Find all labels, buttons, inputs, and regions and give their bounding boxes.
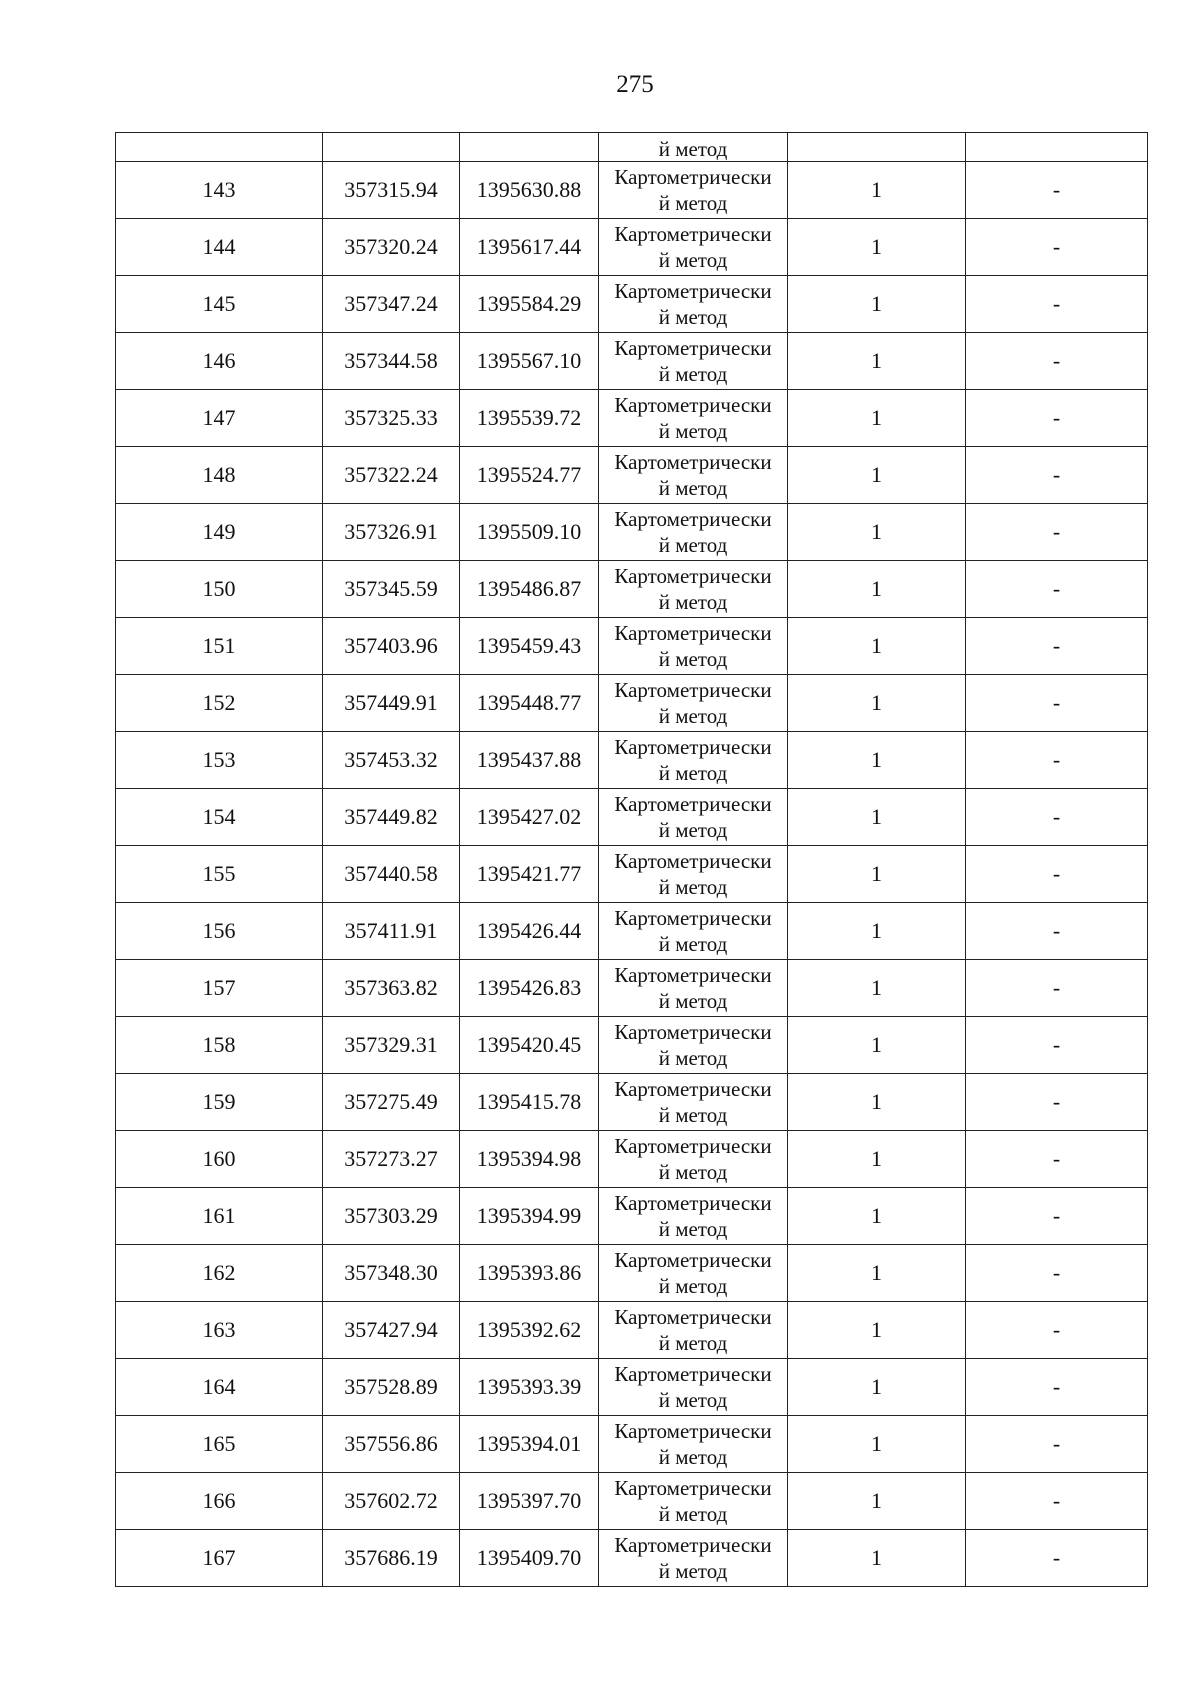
accuracy-cell: 1 bbox=[788, 1188, 966, 1245]
method-line-2: й метод bbox=[658, 875, 728, 899]
note-cell: - bbox=[966, 789, 1148, 846]
y-coordinate-cell: 1395394.99 bbox=[460, 1188, 599, 1245]
method-line-2: й метод bbox=[658, 419, 728, 443]
x-coordinate-cell: 357556.86 bbox=[323, 1416, 460, 1473]
table-row bbox=[116, 732, 1148, 789]
table-row bbox=[116, 276, 1148, 333]
method-cell bbox=[599, 390, 788, 447]
empty-cell bbox=[788, 133, 966, 162]
point-number-cell: 148 bbox=[116, 447, 323, 504]
method-line-2: й метод bbox=[658, 932, 728, 956]
note-cell: - bbox=[966, 1302, 1148, 1359]
method-line-2: й метод bbox=[658, 1217, 728, 1241]
y-coordinate-cell: 1395486.87 bbox=[460, 561, 599, 618]
method-cell bbox=[599, 732, 788, 789]
y-coordinate-cell: 1395617.44 bbox=[460, 219, 599, 276]
accuracy-cell: 1 bbox=[788, 1416, 966, 1473]
method-line-1: Картометрически bbox=[614, 336, 772, 360]
y-coordinate-cell: 1395509.10 bbox=[460, 504, 599, 561]
method-cell bbox=[599, 1017, 788, 1074]
method-line-1: Картометрически bbox=[614, 1191, 772, 1215]
note-cell: - bbox=[966, 276, 1148, 333]
point-number-cell: 147 bbox=[116, 390, 323, 447]
point-number-cell: 145 bbox=[116, 276, 323, 333]
method-line-1: Картометрически bbox=[614, 1305, 772, 1329]
table-row bbox=[116, 390, 1148, 447]
method-line-1: Картометрически bbox=[614, 1077, 772, 1101]
method-line-2: й метод bbox=[658, 248, 728, 272]
note-cell: - bbox=[966, 1131, 1148, 1188]
point-number-cell: 153 bbox=[116, 732, 323, 789]
table-row bbox=[116, 903, 1148, 960]
accuracy-cell: 1 bbox=[788, 504, 966, 561]
accuracy-cell: 1 bbox=[788, 1074, 966, 1131]
note-cell: - bbox=[966, 333, 1148, 390]
point-number-cell: 149 bbox=[116, 504, 323, 561]
y-coordinate-cell: 1395539.72 bbox=[460, 390, 599, 447]
note-cell: - bbox=[966, 1416, 1148, 1473]
note-cell: - bbox=[966, 1188, 1148, 1245]
note-cell: - bbox=[966, 1074, 1148, 1131]
method-cell: й метод bbox=[599, 133, 788, 162]
x-coordinate-cell: 357275.49 bbox=[323, 1074, 460, 1131]
note-cell: - bbox=[966, 846, 1148, 903]
method-cell bbox=[599, 675, 788, 732]
accuracy-cell: 1 bbox=[788, 162, 966, 219]
accuracy-cell: 1 bbox=[788, 675, 966, 732]
x-coordinate-cell: 357348.30 bbox=[323, 1245, 460, 1302]
method-line-1: Картометрически bbox=[614, 1533, 772, 1557]
table-row bbox=[116, 1188, 1148, 1245]
y-coordinate-cell: 1395415.78 bbox=[460, 1074, 599, 1131]
y-coordinate-cell: 1395393.86 bbox=[460, 1245, 599, 1302]
method-line-2: й метод bbox=[658, 1046, 728, 1070]
note-cell: - bbox=[966, 561, 1148, 618]
x-coordinate-cell: 357427.94 bbox=[323, 1302, 460, 1359]
method-cell bbox=[599, 1188, 788, 1245]
accuracy-cell: 1 bbox=[788, 618, 966, 675]
method-line-2: й метод bbox=[658, 647, 728, 671]
x-coordinate-cell: 357449.91 bbox=[323, 675, 460, 732]
method-line-2: й метод bbox=[658, 1331, 728, 1355]
empty-cell bbox=[966, 133, 1148, 162]
point-number-cell: 161 bbox=[116, 1188, 323, 1245]
point-number-cell: 146 bbox=[116, 333, 323, 390]
note-cell: - bbox=[966, 903, 1148, 960]
point-number-cell: 154 bbox=[116, 789, 323, 846]
method-line-1: Картометрически bbox=[614, 792, 772, 816]
x-coordinate-cell: 357344.58 bbox=[323, 333, 460, 390]
y-coordinate-cell: 1395394.98 bbox=[460, 1131, 599, 1188]
point-number-cell: 152 bbox=[116, 675, 323, 732]
point-number-cell: 143 bbox=[116, 162, 323, 219]
method-cell bbox=[599, 960, 788, 1017]
method-line-2: й метод bbox=[658, 1274, 728, 1298]
method-line-2: й метод bbox=[658, 305, 728, 329]
y-coordinate-cell: 1395584.29 bbox=[460, 276, 599, 333]
table-row bbox=[116, 1302, 1148, 1359]
accuracy-cell: 1 bbox=[788, 390, 966, 447]
method-cell bbox=[599, 1131, 788, 1188]
coordinates-table bbox=[115, 132, 1148, 1587]
point-number-cell: 155 bbox=[116, 846, 323, 903]
accuracy-cell: 1 bbox=[788, 1131, 966, 1188]
note-cell: - bbox=[966, 390, 1148, 447]
method-line-1: Картометрически bbox=[614, 735, 772, 759]
table-row bbox=[116, 789, 1148, 846]
table-row bbox=[116, 960, 1148, 1017]
accuracy-cell: 1 bbox=[788, 1473, 966, 1530]
y-coordinate-cell: 1395394.01 bbox=[460, 1416, 599, 1473]
method-cell bbox=[599, 1074, 788, 1131]
method-cell bbox=[599, 1245, 788, 1302]
method-line-2: й метод bbox=[658, 590, 728, 614]
x-coordinate-cell: 357315.94 bbox=[323, 162, 460, 219]
x-coordinate-cell: 357449.82 bbox=[323, 789, 460, 846]
method-cell bbox=[599, 333, 788, 390]
table-row bbox=[116, 1416, 1148, 1473]
x-coordinate-cell: 357325.33 bbox=[323, 390, 460, 447]
empty-cell bbox=[323, 133, 460, 162]
x-coordinate-cell: 357347.24 bbox=[323, 276, 460, 333]
y-coordinate-cell: 1395426.83 bbox=[460, 960, 599, 1017]
y-coordinate-cell: 1395437.88 bbox=[460, 732, 599, 789]
method-line-1: Картометрически bbox=[614, 279, 772, 303]
accuracy-cell: 1 bbox=[788, 333, 966, 390]
y-coordinate-cell: 1395420.45 bbox=[460, 1017, 599, 1074]
method-cell bbox=[599, 1302, 788, 1359]
method-line-2: й метод bbox=[658, 1559, 728, 1583]
x-coordinate-cell: 357363.82 bbox=[323, 960, 460, 1017]
method-cell bbox=[599, 447, 788, 504]
method-line-1: Картометрически bbox=[614, 1362, 772, 1386]
note-cell: - bbox=[966, 960, 1148, 1017]
note-cell: - bbox=[966, 447, 1148, 504]
method-cell bbox=[599, 276, 788, 333]
method-cell bbox=[599, 504, 788, 561]
method-line-2: й метод bbox=[658, 1388, 728, 1412]
coordinates-table-body bbox=[116, 133, 1148, 1587]
point-number-cell: 159 bbox=[116, 1074, 323, 1131]
table-row bbox=[116, 846, 1148, 903]
table-row bbox=[116, 1131, 1148, 1188]
accuracy-cell: 1 bbox=[788, 789, 966, 846]
x-coordinate-cell: 357440.58 bbox=[323, 846, 460, 903]
x-coordinate-cell: 357345.59 bbox=[323, 561, 460, 618]
method-line-1: Картометрически bbox=[614, 678, 772, 702]
accuracy-cell: 1 bbox=[788, 846, 966, 903]
x-coordinate-cell: 357322.24 bbox=[323, 447, 460, 504]
method-line-2: й метод bbox=[658, 704, 728, 728]
x-coordinate-cell: 357403.96 bbox=[323, 618, 460, 675]
method-line-1: Картометрически bbox=[614, 849, 772, 873]
method-cell bbox=[599, 162, 788, 219]
table-row bbox=[116, 219, 1148, 276]
table-row bbox=[116, 1530, 1148, 1587]
table-row bbox=[116, 1245, 1148, 1302]
y-coordinate-cell: 1395630.88 bbox=[460, 162, 599, 219]
continuation-row bbox=[116, 133, 1148, 162]
point-number-cell: 164 bbox=[116, 1359, 323, 1416]
x-coordinate-cell: 357326.91 bbox=[323, 504, 460, 561]
point-number-cell: 165 bbox=[116, 1416, 323, 1473]
note-cell: - bbox=[966, 1359, 1148, 1416]
method-line-2: й метод bbox=[658, 191, 728, 215]
note-cell: - bbox=[966, 1530, 1148, 1587]
method-line-2: й метод bbox=[658, 476, 728, 500]
method-line-2: й метод bbox=[658, 1160, 728, 1184]
table-row bbox=[116, 1473, 1148, 1530]
y-coordinate-cell: 1395421.77 bbox=[460, 846, 599, 903]
method-cell bbox=[599, 618, 788, 675]
accuracy-cell: 1 bbox=[788, 1302, 966, 1359]
method-line-2: й метод bbox=[658, 818, 728, 842]
y-coordinate-cell: 1395392.62 bbox=[460, 1302, 599, 1359]
point-number-cell: 166 bbox=[116, 1473, 323, 1530]
note-cell: - bbox=[966, 219, 1148, 276]
accuracy-cell: 1 bbox=[788, 1245, 966, 1302]
point-number-cell: 162 bbox=[116, 1245, 323, 1302]
accuracy-cell: 1 bbox=[788, 732, 966, 789]
accuracy-cell: 1 bbox=[788, 1359, 966, 1416]
method-cell bbox=[599, 219, 788, 276]
method-line-2: й метод bbox=[658, 1502, 728, 1526]
table-row bbox=[116, 504, 1148, 561]
x-coordinate-cell: 357686.19 bbox=[323, 1530, 460, 1587]
y-coordinate-cell: 1395448.77 bbox=[460, 675, 599, 732]
x-coordinate-cell: 357602.72 bbox=[323, 1473, 460, 1530]
note-cell: - bbox=[966, 732, 1148, 789]
method-cell bbox=[599, 846, 788, 903]
table-row bbox=[116, 1359, 1148, 1416]
method-line-2: й метод bbox=[658, 989, 728, 1013]
method-line-1: Картометрически bbox=[614, 393, 772, 417]
point-number-cell: 157 bbox=[116, 960, 323, 1017]
method-cell bbox=[599, 1530, 788, 1587]
point-number-cell: 151 bbox=[116, 618, 323, 675]
y-coordinate-cell: 1395397.70 bbox=[460, 1473, 599, 1530]
note-cell: - bbox=[966, 504, 1148, 561]
method-line-2: й метод bbox=[658, 1103, 728, 1127]
method-line-1: Картометрически bbox=[614, 564, 772, 588]
note-cell: - bbox=[966, 162, 1148, 219]
accuracy-cell: 1 bbox=[788, 447, 966, 504]
method-line-1: Картометрически bbox=[614, 165, 772, 189]
method-line-1: Картометрически bbox=[614, 222, 772, 246]
method-line-2: й метод bbox=[658, 761, 728, 785]
note-cell: - bbox=[966, 618, 1148, 675]
y-coordinate-cell: 1395409.70 bbox=[460, 1530, 599, 1587]
point-number-cell: 167 bbox=[116, 1530, 323, 1587]
table-row bbox=[116, 675, 1148, 732]
accuracy-cell: 1 bbox=[788, 276, 966, 333]
point-number-cell: 163 bbox=[116, 1302, 323, 1359]
x-coordinate-cell: 357411.91 bbox=[323, 903, 460, 960]
x-coordinate-cell: 357528.89 bbox=[323, 1359, 460, 1416]
method-line-1: Картометрически bbox=[614, 1248, 772, 1272]
method-cell bbox=[599, 789, 788, 846]
x-coordinate-cell: 357329.31 bbox=[323, 1017, 460, 1074]
note-cell: - bbox=[966, 1245, 1148, 1302]
x-coordinate-cell: 357453.32 bbox=[323, 732, 460, 789]
accuracy-cell: 1 bbox=[788, 960, 966, 1017]
point-number-cell: 150 bbox=[116, 561, 323, 618]
method-cell bbox=[599, 1473, 788, 1530]
method-cell bbox=[599, 1359, 788, 1416]
method-line-1: Картометрически bbox=[614, 1134, 772, 1158]
method-line-1: Картометрически bbox=[614, 621, 772, 645]
x-coordinate-cell: 357320.24 bbox=[323, 219, 460, 276]
method-line-1: Картометрически bbox=[614, 906, 772, 930]
page-number: 275 bbox=[616, 71, 654, 98]
accuracy-cell: 1 bbox=[788, 903, 966, 960]
method-cell bbox=[599, 561, 788, 618]
method-line-2: й метод bbox=[658, 533, 728, 557]
point-number-cell: 158 bbox=[116, 1017, 323, 1074]
method-line-2: й метод bbox=[658, 1445, 728, 1469]
x-coordinate-cell: 357273.27 bbox=[323, 1131, 460, 1188]
table-row bbox=[116, 561, 1148, 618]
y-coordinate-cell: 1395459.43 bbox=[460, 618, 599, 675]
empty-cell bbox=[460, 133, 599, 162]
method-line-2: й метод bbox=[658, 362, 728, 386]
y-coordinate-cell: 1395393.39 bbox=[460, 1359, 599, 1416]
accuracy-cell: 1 bbox=[788, 1530, 966, 1587]
method-line-1: Картометрически bbox=[614, 1476, 772, 1500]
y-coordinate-cell: 1395426.44 bbox=[460, 903, 599, 960]
method-line-1: Картометрически bbox=[614, 1020, 772, 1044]
y-coordinate-cell: 1395567.10 bbox=[460, 333, 599, 390]
method-cell bbox=[599, 903, 788, 960]
table-row bbox=[116, 333, 1148, 390]
empty-cell bbox=[116, 133, 323, 162]
method-line-1: Картометрически bbox=[614, 507, 772, 531]
table-row bbox=[116, 162, 1148, 219]
note-cell: - bbox=[966, 1473, 1148, 1530]
point-number-cell: 156 bbox=[116, 903, 323, 960]
accuracy-cell: 1 bbox=[788, 1017, 966, 1074]
method-line-1: Картометрически bbox=[614, 963, 772, 987]
y-coordinate-cell: 1395524.77 bbox=[460, 447, 599, 504]
note-cell: - bbox=[966, 1017, 1148, 1074]
table-row bbox=[116, 1017, 1148, 1074]
table-row bbox=[116, 447, 1148, 504]
y-coordinate-cell: 1395427.02 bbox=[460, 789, 599, 846]
point-number-cell: 160 bbox=[116, 1131, 323, 1188]
table-row bbox=[116, 618, 1148, 675]
table-row bbox=[116, 1074, 1148, 1131]
method-line-1: Картометрически bbox=[614, 1419, 772, 1443]
accuracy-cell: 1 bbox=[788, 219, 966, 276]
point-number-cell: 144 bbox=[116, 219, 323, 276]
note-cell: - bbox=[966, 675, 1148, 732]
method-cell bbox=[599, 1416, 788, 1473]
x-coordinate-cell: 357303.29 bbox=[323, 1188, 460, 1245]
method-line-1: Картометрически bbox=[614, 450, 772, 474]
accuracy-cell: 1 bbox=[788, 561, 966, 618]
